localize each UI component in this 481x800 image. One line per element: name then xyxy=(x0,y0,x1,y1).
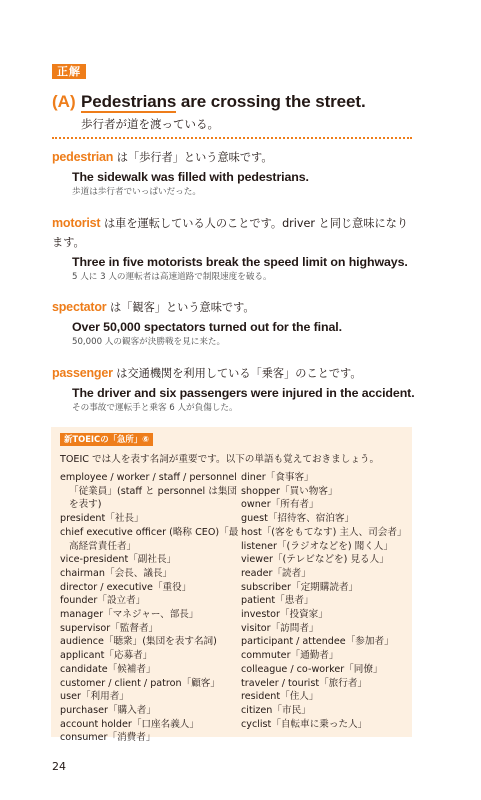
answer-sentence-rest: are crossing the street. xyxy=(176,92,366,111)
entry-example-translation: 50,000 人の観客が決勝戦を見に来た。 xyxy=(72,337,226,347)
entry-explanation xyxy=(52,214,417,252)
entry-explanation xyxy=(52,148,417,167)
entry-example-translation: 歩道は歩行者でいっぱいだった。 xyxy=(72,187,201,197)
answer-translation: 歩行者が道を渡っている。 xyxy=(81,117,219,131)
word-list-right xyxy=(241,471,407,731)
tip-box xyxy=(51,427,412,744)
entry-term: passenger xyxy=(52,366,113,380)
entry-explanation-text: は「歩行者」という意味です。 xyxy=(113,151,273,164)
list-item: consumer「消費者」 xyxy=(60,732,156,744)
list-item: supervisor「監督者」 xyxy=(60,622,159,634)
entry-explanation xyxy=(52,364,417,383)
list-item: resident「住人」 xyxy=(241,691,319,703)
entry-explanation-text: は交通機関を利用している「乗客」のことです。 xyxy=(112,367,362,380)
list-item: candidate「候補者」 xyxy=(60,663,156,675)
list-item: customer / client / patron「顧客」 xyxy=(60,677,220,689)
list-item: owner「所有者」 xyxy=(241,499,319,511)
list-item: investor「投資家」 xyxy=(241,609,328,621)
answer-letter: (A) xyxy=(52,92,76,111)
list-item: citizen「市民」 xyxy=(241,704,311,716)
list-item: reader「読者」 xyxy=(241,567,311,579)
word-list-left xyxy=(60,471,244,745)
list-item: commuter「通勤者」 xyxy=(241,650,339,662)
list-item: patient「患者」 xyxy=(241,595,314,607)
answer-sentence xyxy=(81,92,366,112)
list-item: cyclist「自転車に乗った人」 xyxy=(241,718,368,730)
entry-term: pedestrian xyxy=(52,150,114,164)
tip-box-tag: 新TOEICの「急所」⑥ xyxy=(60,433,153,446)
list-item: traveler / tourist「旅行者」 xyxy=(241,677,368,689)
list-item: chief executive officer (略称 CEO)「最高経営責任者」 xyxy=(60,526,239,552)
list-item: colleague / co-worker「同僚」 xyxy=(241,663,383,675)
tip-box-intro: TOEIC では人を表す名詞が重要です。以下の単語も覚えておきましょう。 xyxy=(60,454,380,465)
list-item: manager「マネジャー、部長」 xyxy=(60,609,199,621)
list-item: shopper「買い物客」 xyxy=(241,485,338,497)
entry-explanation-text: は車を運転している人のことです。driver と同じ意味になります。 xyxy=(52,217,409,249)
list-item: employee / worker / staff / personnel「従業員」(staff と personnel は集団を表す) xyxy=(60,472,238,511)
list-item: diner「食事客」 xyxy=(241,472,314,483)
list-item: applicant「応募者」 xyxy=(60,650,153,662)
list-item: host「(客をもてなす) 主人、司会者」 xyxy=(241,526,407,538)
vocab-entry-motorist xyxy=(52,214,417,282)
entry-term: spectator xyxy=(52,300,107,314)
list-item: vice-president「副社長」 xyxy=(60,554,177,566)
list-item: purchaser「購入者」 xyxy=(60,704,156,716)
page-number: 24 xyxy=(52,760,66,773)
vocab-entry-passenger xyxy=(52,364,417,413)
entry-example: The driver and six passengers were injured in the accident. xyxy=(72,386,415,400)
entry-example: The sidewalk was filled with pedestrians. xyxy=(72,170,309,184)
list-item: president「社長」 xyxy=(60,513,144,525)
entry-example-translation: 5 人に 3 人の運転者は高速道路で制限速度を破る。 xyxy=(72,272,272,282)
list-item: director / executive「重役」 xyxy=(60,581,192,593)
entry-example: Over 50,000 spectators turned out for the final. xyxy=(72,320,342,334)
list-item: account holder「口座名義人」 xyxy=(60,718,199,730)
list-item: audience「聴衆」(集団を表す名詞) xyxy=(60,636,217,648)
list-item: visitor「訪問者」 xyxy=(241,622,319,634)
list-item: user「利用者」 xyxy=(60,691,129,703)
list-item: founder「設立者」 xyxy=(60,595,146,607)
vocab-entry-spectator xyxy=(52,298,417,347)
entry-explanation-text: は「観客」という意味です。 xyxy=(106,301,255,314)
entry-explanation xyxy=(52,298,417,317)
list-item: guest「招待客、宿泊客」 xyxy=(241,513,355,525)
list-item: listener「(ラジオなどを) 聞く人」 xyxy=(241,540,393,552)
entry-term: motorist xyxy=(52,216,101,230)
list-item: chairman「会長、議長」 xyxy=(60,567,173,579)
answer-keyword: Pedestrians xyxy=(81,92,177,111)
dotted-divider xyxy=(52,137,412,139)
list-item: viewer「(テレビなどを) 見る人」 xyxy=(241,554,389,566)
entry-example-translation: その事故で運転手と乗客 6 人が負傷した。 xyxy=(72,403,238,413)
entry-example: Three in five motorists break the speed limit on highways. xyxy=(72,255,408,269)
vocab-entry-pedestrian xyxy=(52,148,417,197)
answer-badge: 正解 xyxy=(52,64,86,79)
list-item: participant / attendee「参加者」 xyxy=(241,636,394,648)
list-item: subscriber「定期購読者」 xyxy=(241,581,359,593)
